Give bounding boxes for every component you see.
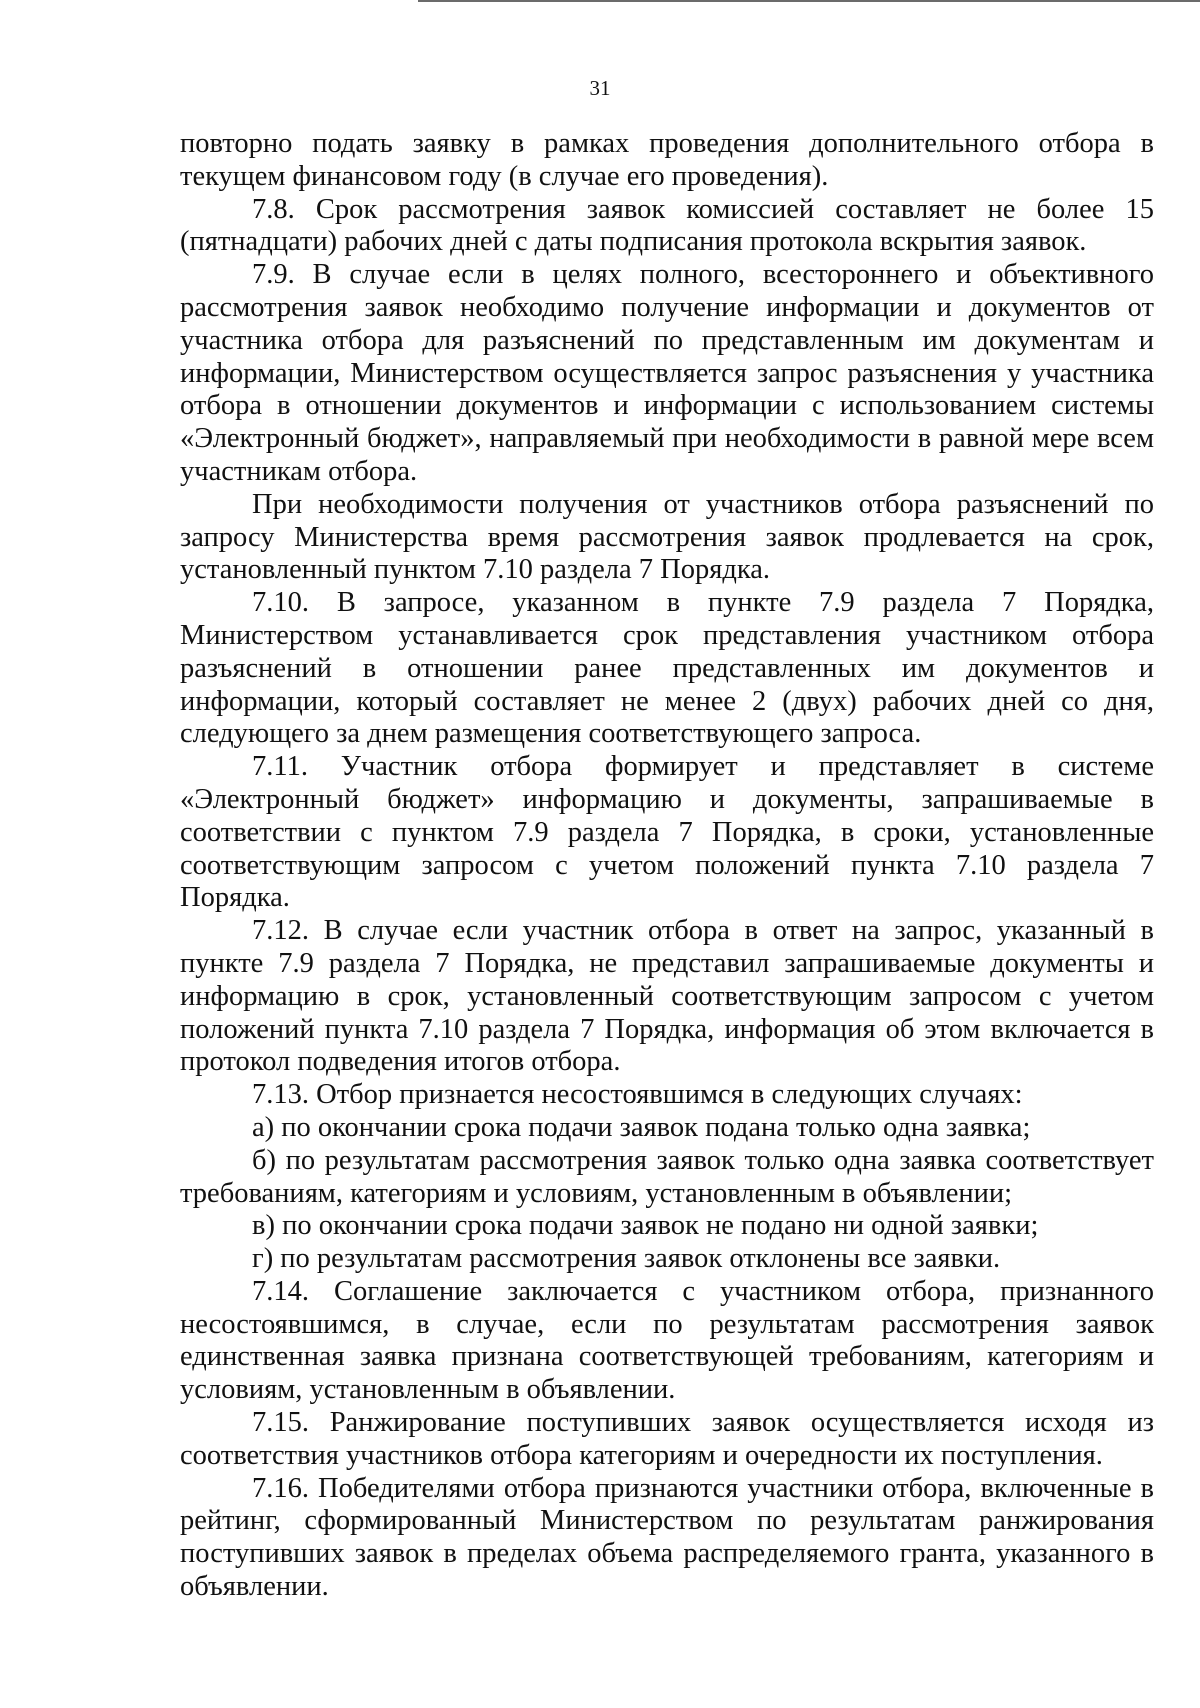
paragraph-7-15: 7.15. Ранжирование поступивших заявок осуществляется исходя из соответствия участников отбора категориям и очередности их поступления.: [180, 1407, 1154, 1471]
top-border-line: [418, 0, 1200, 2]
paragraph-7-8: 7.8. Срок рассмотрения заявок комиссией составляет не более 15 (пятнадцати) рабочих дней с даты подписания протокола вскрытия заявок.: [180, 193, 1154, 258]
page-number: 31: [589, 76, 611, 100]
document-body: [180, 128, 1154, 1604]
paragraph-7-14: 7.14. Соглашение заключается с участником отбора, признанного несостоявшимся, в случае, если по результатам рассмотрения заявок единственная заявка признана соответствующей требованиям, категориям и условиям, установленным в объявлении.: [180, 1275, 1154, 1406]
paragraph-7-10: 7.10. В запросе, указанном в пункте 7.9 раздела 7 Порядка, Министерством устанавливается срок представления участником отбора разъяснений в отношении ранее представленных им документов и информации, который составляет не менее 2 (двух) рабочих дней со дня, следующего за днем размещения соответствующего запроса.: [180, 587, 1154, 750]
paragraph-7-16: 7.16. Победителями отбора признаются участники отбора, включенные в рейтинг, сформированный Министерством по результатам ранжирования поступивших заявок в пределах объема распределяемого гранта, указанного в объявлении.: [180, 1472, 1154, 1603]
paragraph-7-9: 7.9. В случае если в целях полного, всестороннего и объективного рассмотрения заявок необходимо получение информации и документов от участника отбора для разъяснений по представленным им документам и информации, Министерством осуществляется запрос разъяснения у участника отбора в отношении документов и информации с использованием системы «Электронный бюджет», направляемый при необходимости в равной мере всем участникам отбора.: [180, 259, 1154, 487]
paragraph-7-11: 7.11. Участник отбора формирует и представляет в системе «Электронный бюджет» информацию и документы, запрашиваемые в соответствии с пунктом 7.9 раздела 7 Порядка, в сроки, установленные соответствующим запросом с учетом положений пункта 7.10 раздела 7 Порядка.: [180, 751, 1154, 914]
list-item-v: в) по окончании срока подачи заявок не подано ни одной заявки;: [252, 1210, 1039, 1242]
list-item-b: б) по результатам рассмотрения заявок только одна заявка соответствует требованиям, категориям и условиям, установленным в объявлении;: [180, 1144, 1154, 1209]
paragraph-7-12: 7.12. В случае если участник отбора в ответ на запрос, указанный в пункте 7.9 раздела 7 Порядка, не представил запрашиваемые документы и информацию в срок, установленный соответствующим запросом с учетом положений пункта 7.10 раздела 7 Порядка, информация об этом включается в протокол подведения итогов отбора.: [180, 915, 1154, 1078]
paragraph-7-13: 7.13. Отбор признается несостоявшимся в следующих случаях:: [252, 1079, 1023, 1111]
list-item-g: г) по результатам рассмотрения заявок отклонены все заявки.: [252, 1243, 1001, 1275]
list-item-a: а) по окончании срока подачи заявок подана только одна заявка;: [252, 1111, 1031, 1143]
paragraph-continuation: повторно подать заявку в рамках проведения дополнительного отбора в текущем финансовом году (в случае его проведения).: [180, 128, 1154, 192]
paragraph-7-9-clarification: При необходимости получения от участников отбора разъяснений по запросу Министерства время рассмотрения заявок продлевается на срок, установленный пунктом 7.10 раздела 7 Порядка.: [180, 488, 1154, 586]
